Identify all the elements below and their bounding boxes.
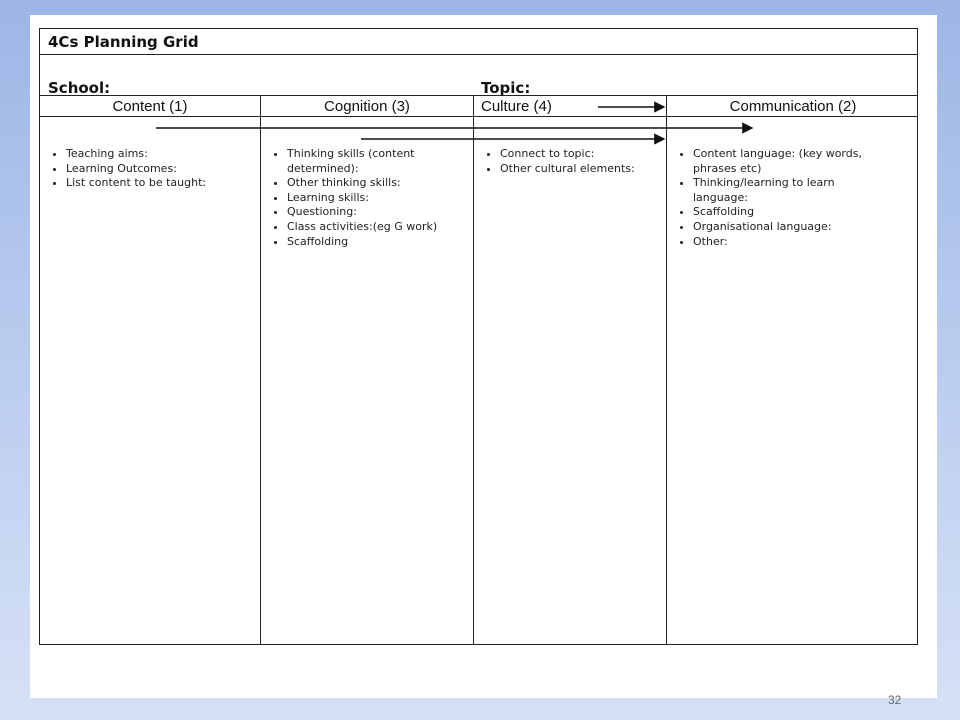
culture-column [474, 147, 664, 176]
column-heading-culture: Culture (4) [481, 98, 552, 115]
list-item: • Learning skills: [287, 191, 447, 206]
header-top-divider [40, 95, 917, 96]
planning-grid-table [39, 28, 918, 645]
column-heading-communication: Communication (2) [729, 98, 857, 115]
list-item: • Connect to topic: [500, 147, 664, 162]
list-item: • Class activities:(eg G work) [287, 220, 447, 235]
list-item: • Other cultural elements: [500, 162, 664, 177]
list-item: • Other: [693, 235, 877, 250]
page-number: 32 [888, 693, 902, 707]
topic-label: Topic: [481, 79, 531, 97]
cognition-column [261, 147, 447, 249]
title-divider [40, 54, 917, 55]
grid-title: 4Cs Planning Grid [48, 33, 199, 51]
slide [30, 15, 937, 707]
list-item: • Other thinking skills: [287, 176, 447, 191]
communication-column [667, 147, 877, 249]
column-heading-cognition: Cognition (3) [324, 98, 410, 115]
list-item: • Teaching aims: [66, 147, 255, 162]
list-item: • Thinking skills (content determined): [287, 147, 447, 176]
list-item: • Content language: (key words, phrases etc) [693, 147, 877, 176]
column-heading-content: Content (1) [112, 98, 188, 115]
list-item: • Thinking/learning to learn language: [693, 176, 877, 205]
column-divider-2 [473, 96, 474, 644]
list-item: • List content to be taught: [66, 176, 255, 191]
list-item: • Scaffolding [693, 205, 877, 220]
list-item: • Scaffolding [287, 235, 447, 250]
content-column [40, 147, 255, 191]
list-item: • Learning Outcomes: [66, 162, 255, 177]
list-item: • Questioning: [287, 205, 447, 220]
list-item: • Organisational language: [693, 220, 877, 235]
school-label: School: [48, 79, 111, 97]
